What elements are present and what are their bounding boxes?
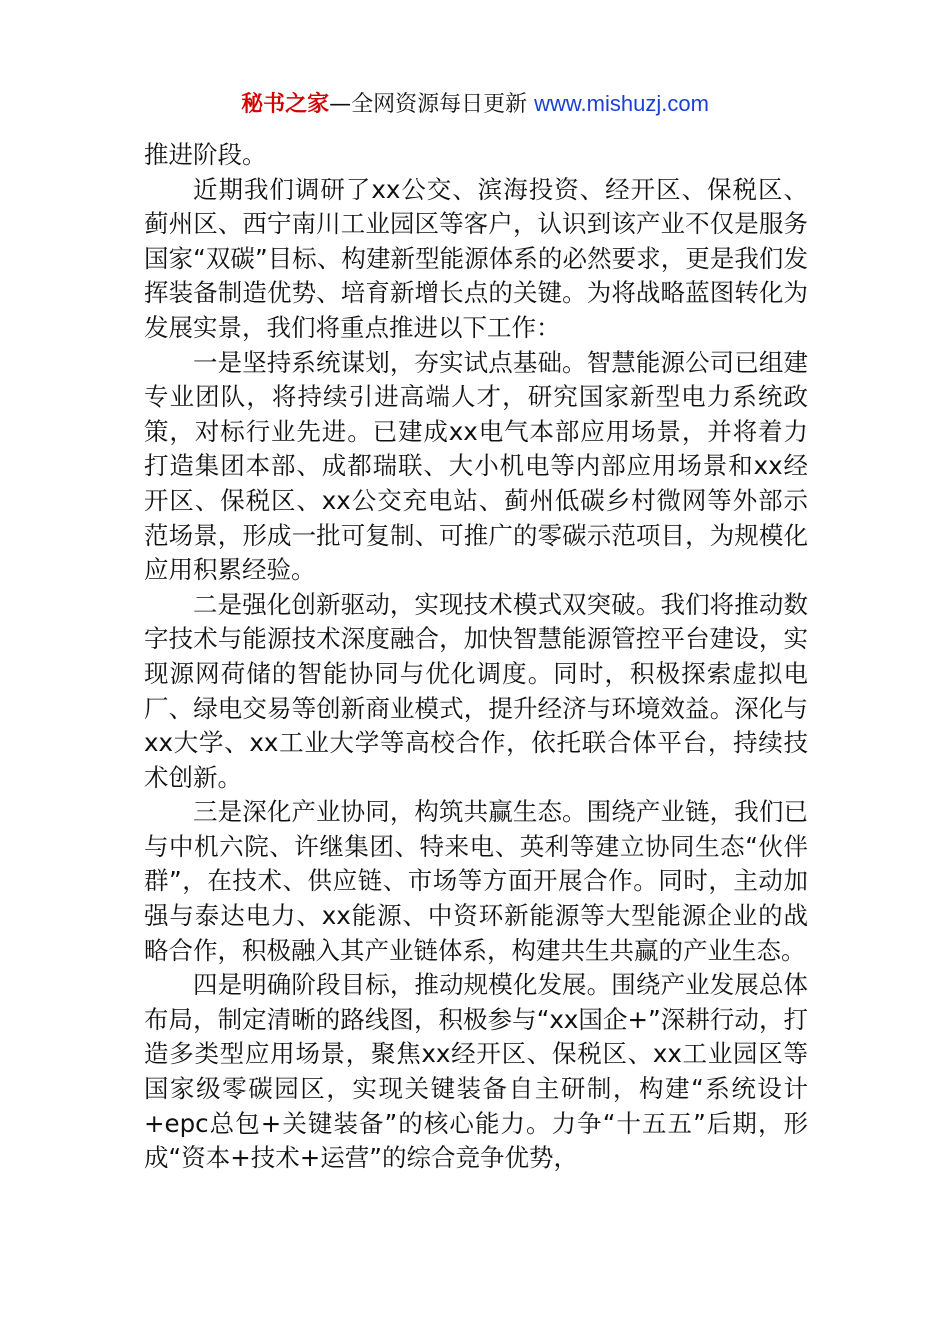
paragraph-point-two: 二是强化创新驱动，实现技术模式双突破。我们将推动数字技术与能源技术深度融合，加快智慧能源管控平台建设，实现源网荷储的智能协同与优化调度。同时，积极探索虚拟电厂、绿电交易等创新商业模式，提升经济与环境效益。深化与xx大学、xx工业大学等高校合作，依托联合体平台，持续技术创新。 [144, 589, 808, 792]
header-tagline: —全网资源每日更新 [329, 92, 528, 117]
paragraph-point-one: 一是坚持系统谋划，夯实试点基础。智慧能源公司已组建专业团队，将持续引进高端人才，研究国家新型电力系统政策，对标行业先进。已建成xx电气本部应用场景，并将着力打造集团本部、成都瑞联、大小机电等内部应用场景和xx经开区、保税区、xx公交充电站、蓟州低碳乡村微网等外部示范场景，形成一批可复制、可推广的零碳示范项目，为规模化应用积累经验。 [144, 347, 808, 585]
brand-name: 秘书之家 [241, 92, 330, 117]
paragraph-point-four: 四是明确阶段目标，推动规模化发展。围绕产业发展总体布局，制定清晰的路线图，积极参与“xx国企+”深耕行动，打造多类型应用场景，聚焦xx经开区、保税区、xx工业园区等国家级零碳园区，实现关键装备自主研制，构建“系统设计+epc总包+关键装备”的核心能力。力争“十五五”后期，形成“资本+技术+运营”的综合竞争优势， [144, 970, 808, 1173]
paragraph-intro: 近期我们调研了xx公交、滨海投资、经开区、保税区、蓟州区、西宁南川工业园区等客户，认识到该产业不仅是服务国家“双碳”目标、构建新型能源体系的必然要求，更是我们发挥装备制造优势、培育新增长点的关键。为将战略蓝图转化为发展实景，我们将重点推进以下工作： [144, 174, 808, 342]
page-header [0, 88, 950, 121]
site-url-link[interactable]: www.mishuzj.com [534, 91, 709, 116]
paragraph-continuation: 推进阶段。 [144, 140, 267, 169]
paragraph-point-three: 三是深化产业协同，构筑共赢生态。围绕产业链，我们已与中机六院、许继集团、特来电、英利等建立协同生态“伙伴群”，在技术、供应链、市场等方面开展合作。同时，主动加强与泰达电力、xx能源、中资环新能源等大型能源企业的战略合作，积极融入其产业链体系，构建共生共赢的产业生态。 [144, 797, 808, 965]
document-body [144, 138, 808, 1176]
